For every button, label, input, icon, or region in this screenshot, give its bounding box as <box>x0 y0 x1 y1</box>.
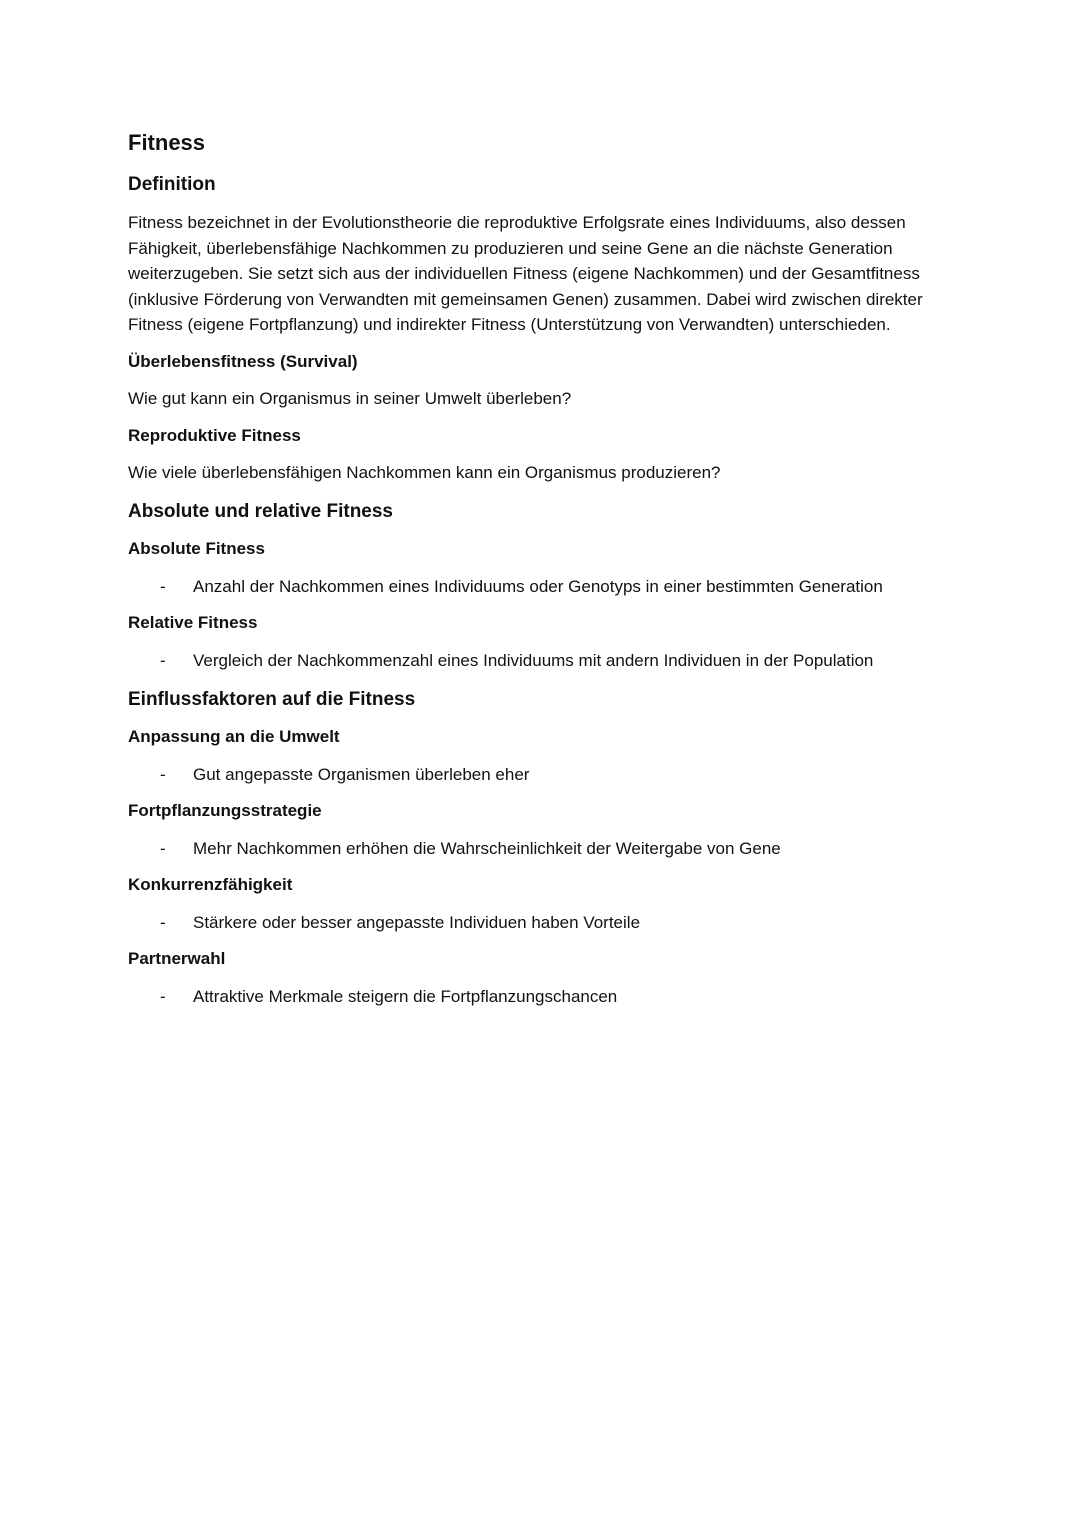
factor-list-adaptation <box>128 763 958 787</box>
definition-heading: Definition <box>128 174 216 195</box>
dash-marker: - <box>160 839 166 859</box>
list-item-text: Mehr Nachkommen erhöhen die Wahrscheinlichkeit der Weitergabe von Gene <box>193 839 781 859</box>
list-item <box>128 985 958 1009</box>
list-item-text: Attraktive Merkmale steigern die Fortpflanzungschancen <box>193 987 618 1007</box>
factor-heading-mate-choice: Partnerwahl <box>128 949 226 969</box>
survival-heading: Überlebensfitness (Survival) <box>128 351 358 371</box>
relative-fitness-list <box>128 649 958 673</box>
factor-heading-reproduction-strategy: Fortpflanzungsstrategie <box>128 801 322 821</box>
list-item <box>128 763 958 787</box>
list-item <box>128 837 958 861</box>
factor-heading-competitiveness: Konkurrenzfähigkeit <box>128 875 293 895</box>
list-item <box>128 575 958 599</box>
dash-marker: - <box>160 577 166 597</box>
factor-list-reproduction-strategy <box>128 837 958 861</box>
relative-fitness-heading: Relative Fitness <box>128 613 258 633</box>
dash-marker: - <box>160 651 166 671</box>
definition-text: Fitness bezeichnet in der Evolutionstheorie die reproduktive Erfolgsrate eines Individuums, also dessen Fähigkeit, überlebensfähige Nachkommen zu produzieren und seine Gene an die nächste Generation weiterzugeben. Sie setzt sich aus der individuellen Fitness (eigene Nachkommen) und der Gesamtfitness (inklusive Förderung von Verwandten mit gemeinsamen Genen) zusammen. Dabei wird zwischen direkter Fitness (eigene Fortpflanzung) und indirekter Fitness (Unterstützung von Verwandten) unterschieden. <box>128 213 923 335</box>
list-item-text: Stärkere oder besser angepasste Individuen haben Vorteile <box>193 913 641 933</box>
factor-list-mate-choice <box>128 985 958 1009</box>
list-item <box>128 911 958 935</box>
dash-marker: - <box>160 913 166 933</box>
absolute-fitness-list <box>128 575 958 599</box>
absolute-fitness-heading: Absolute Fitness <box>128 539 265 559</box>
list-item-text: Gut angepasste Organismen überleben eher <box>193 765 530 785</box>
survival-text: Wie gut kann ein Organismus in seiner Umwelt überleben? <box>128 388 572 408</box>
dash-marker: - <box>160 765 166 785</box>
list-item-text: Vergleich der Nachkommenzahl eines Individuums mit andern Individuen in der Population <box>193 651 874 671</box>
list-item <box>128 649 958 673</box>
dash-marker: - <box>160 987 166 1007</box>
document-title: Fitness <box>128 130 206 155</box>
factor-heading-adaptation: Anpassung an die Umwelt <box>128 727 340 747</box>
reproductive-text: Wie viele überlebensfähigen Nachkommen kann ein Organismus produzieren? <box>128 462 721 482</box>
document-page <box>128 128 958 1009</box>
reproductive-heading: Reproduktive Fitness <box>128 425 301 445</box>
absolute-relative-heading: Absolute und relative Fitness <box>128 501 393 523</box>
factors-heading: Einflussfaktoren auf die Fitness <box>128 689 416 711</box>
list-item-text: Anzahl der Nachkommen eines Individuums oder Genotyps in einer bestimmten Generation <box>193 577 883 597</box>
factor-list-competitiveness <box>128 911 958 935</box>
